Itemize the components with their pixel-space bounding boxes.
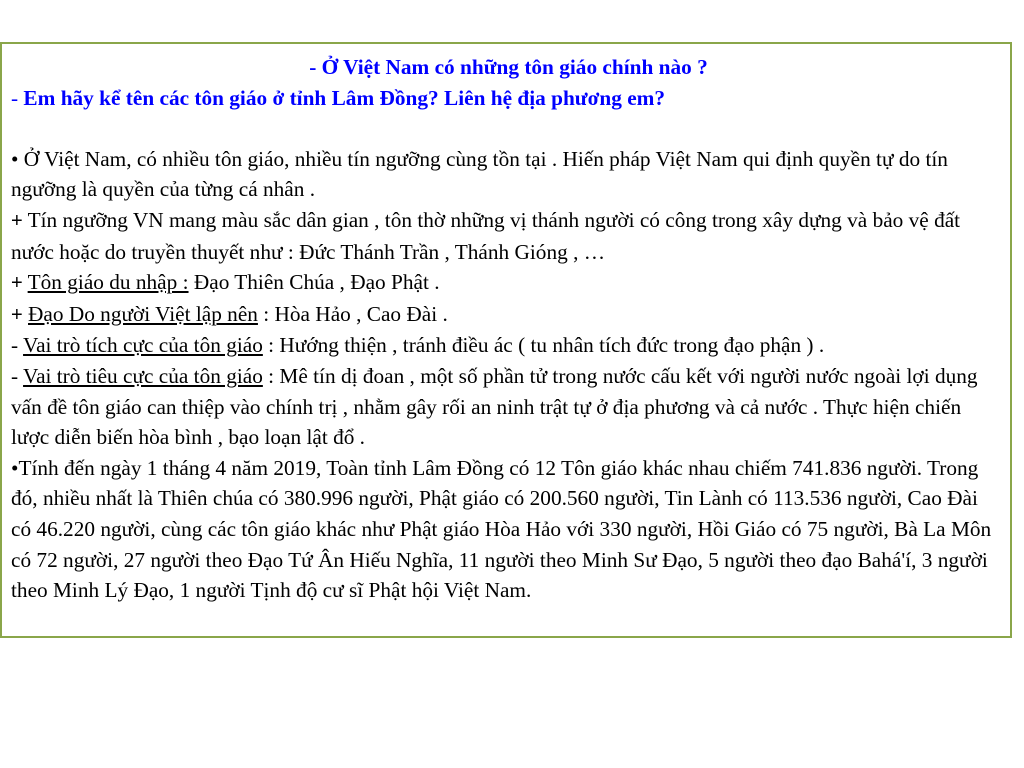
paragraph-beliefs-text: Tín ngưỡng VN mang màu sắc dân gian , tôn thờ những vị thánh người có công trong xây dựng và bảo vệ đất nước hoặc do truyền thuyết như : Đức Thánh Trần , Thánh Gióng , … — [11, 207, 961, 264]
content-box — [0, 42, 1012, 638]
question-2 — [11, 83, 1002, 114]
paragraph-positive-role — [11, 330, 1002, 361]
positive-role-text: : Hướng thiện , tránh điều ác ( tu nhân tích đức trong đạo phận ) . — [262, 333, 825, 358]
paragraph-overview: • Ở Việt Nam, có nhiều tôn giáo, nhiều tín ngưỡng cùng tồn tại . Hiến pháp Việt Nam qui định quyền tự do tín ngưỡng là quyền của từng cá nhân . — [11, 146, 948, 202]
native-religions-label: Đạo Do người Việt lập nên — [28, 301, 258, 326]
question-1: - Ở Việt Nam có những tôn giáo chính nào ? — [309, 55, 708, 79]
paragraph-native-religions — [11, 299, 1002, 331]
imported-religions-label: Tôn giáo du nhập : — [27, 270, 189, 295]
plus-marker: + — [11, 272, 23, 295]
paragraph-beliefs — [11, 205, 1002, 267]
question-2-dash: - — [11, 85, 24, 110]
plus-marker: + — [11, 303, 23, 326]
imported-religions-text: Đạo Thiên Chúa , Đạo Phật . — [188, 270, 440, 295]
negative-role-label: Vai trò tiêu cực của tôn giáo — [23, 363, 263, 388]
plus-marker: + — [11, 209, 23, 232]
native-religions-text: : Hòa Hảo , Cao Đài . — [257, 301, 448, 326]
positive-role-label: Vai trò tích cực của tôn giáo — [23, 333, 263, 358]
paragraph-imported-religions — [11, 267, 1002, 299]
question-2-text: Em hãy kể tên các tôn giáo ở tỉnh Lâm Đồng? Liên hệ địa phương em? — [23, 85, 666, 110]
blank-line — [11, 113, 1002, 144]
negative-role-text: : Mê tín dị đoan , một số phần tử trong nước cấu kết với người nước ngoài lợi dụng vấn đề tôn giáo can thiệp vào chính trị , nhằm gây rối an ninh trật tự ở địa phương và cả nước . Thực hiện chiến lược diễn biến hòa bình , bạo loạn lật đổ . — [11, 363, 978, 450]
dash-marker: - — [11, 333, 24, 358]
paragraph-lam-dong-statistics: •Tính đến ngày 1 tháng 4 năm 2019, Toàn tỉnh Lâm Đồng có 12 Tôn giáo khác nhau chiếm 741.836 người. Trong đó, nhiều nhất là Thiên chúa có 380.996 người, Phật giáo có 200.560 người, Tin Lành có 113.536 người, Cao Đài có 46.220 người, cùng các tôn giáo khác như Phật giáo Hòa Hảo với 330 người, Hồi Giáo có 75 người, Bà La Môn có 72 người, 27 người theo Đạo Tứ Ân Hiếu Nghĩa, 11 người theo Minh Sư Đạo, 5 người theo đạo Bahá'í, 3 người theo Minh Lý Đạo, 1 người Tịnh độ cư sĩ Phật hội Việt Nam. — [11, 455, 992, 603]
paragraph-negative-role — [11, 361, 1002, 453]
dash-marker: - — [11, 363, 24, 388]
